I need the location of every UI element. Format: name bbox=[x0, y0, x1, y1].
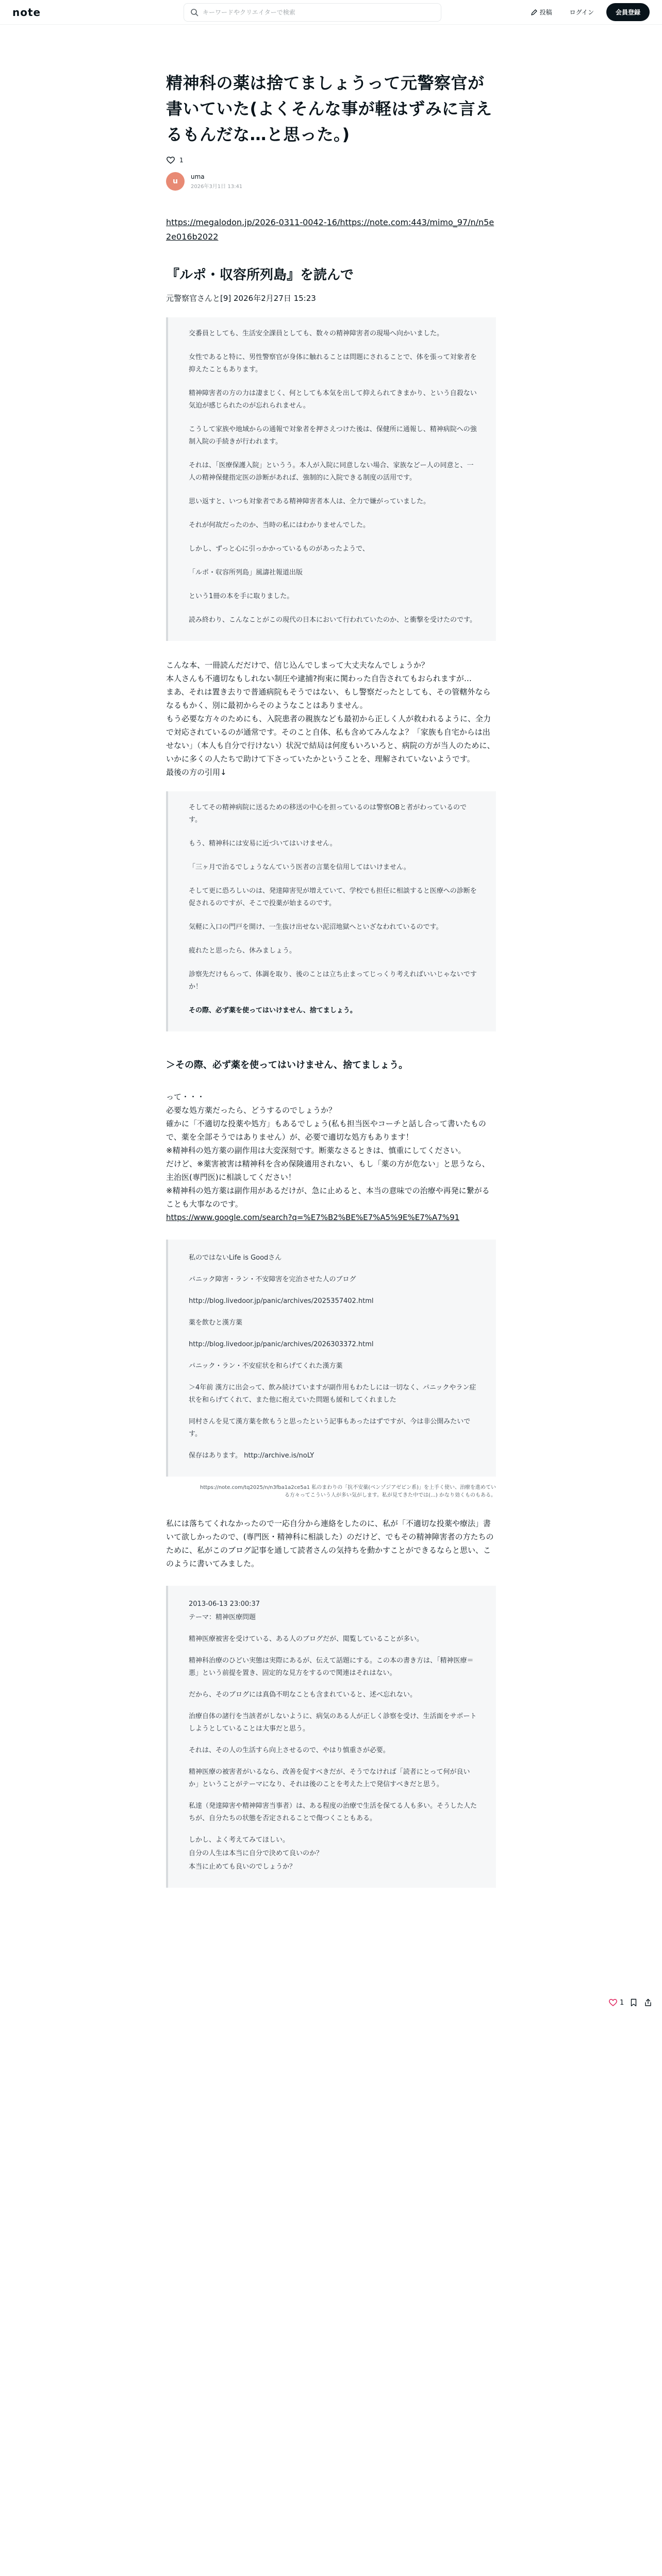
quote-paragraph: 交番員としても、生活安全課員としても、数々の精神障害者の現場へ向かいました。 bbox=[189, 330, 444, 337]
quote-paragraph: 本当に止めても良いのでしょうか？ bbox=[189, 1863, 296, 1871]
quote-paragraph: そしてその精神病院に送るための移送の中心を担っているのは警察OBと者がわっているのです。 bbox=[189, 804, 467, 824]
archive-link-block bbox=[166, 215, 496, 244]
avatar[interactable]: u bbox=[166, 172, 185, 191]
quote-paragraph: しかし、ずっと心に引っかかっているものがあったようで、 bbox=[189, 545, 369, 553]
quote-paragraph: という1冊の本を手に取りました。 bbox=[189, 592, 294, 600]
quote-paragraph: それは、「医療保護入院」というう。本人が入院に同意しない場合、家族などー人の同意と、一人の精神保健指定医の診断があれば、強制的に入院できる制度の活用です。 bbox=[189, 462, 474, 482]
article-main bbox=[166, 25, 496, 1888]
quote-paragraph: 私のではないLife is Goodさん bbox=[189, 1254, 282, 1262]
quote-paragraph-bold: その際、必ず薬を使ってはいけません、捨てましょう。 bbox=[189, 1007, 357, 1014]
quote-paragraph: 治療自体の諸行を当該者がしないように、病気のある人が正しく診察を受け、生活面をサポートしようとしていることは大事だと思う。 bbox=[189, 1713, 477, 1733]
author-row[interactable] bbox=[166, 172, 496, 191]
body-line: ※精神科の処方薬は副作用があるだけが、急に止めると、本当の意味での治療や再発に繋がることも大事なのです。 bbox=[166, 1186, 490, 1209]
body-line: 最後の方の引用↓ bbox=[166, 768, 227, 777]
quote-source-meta: 元警察官さんと[9] 2026年2月27日 15:23 bbox=[166, 294, 316, 303]
quote-paragraph: 私達（発達障害や精神障害当事者）は、ある程度の治療で生活を保てる人も多い。そうした人たちが、自分たちの状態を否定されることで傷つくこともある。 bbox=[189, 1802, 477, 1822]
section-heading: ＞その際、必ず薬を使ってはいけません、捨てましょう。 bbox=[166, 1060, 408, 1071]
quote-paragraph: 精神障害者の方の力は凄まじく、何としても本気を出して抑えられてきまかり、という自殺ない気迫が感じられたのが忘れられません。 bbox=[189, 389, 477, 410]
quote-link[interactable]: http://blog.livedoor.jp/panic/archives/2026303372.html bbox=[189, 1341, 374, 1348]
body-line: 本人さんも不適切なもしれない制圧や逮捕?拘束に関わった自告されてもおられますが… bbox=[166, 674, 472, 683]
quote-paragraph: それは、その人の生活すら向上させるので、やはり慎重さが必要。 bbox=[189, 1747, 390, 1754]
article-title: 精神科の薬は捨てましょうって元警察官が書いていた(よくそんな事が軽はずみに言えるもんだな…と思った。) bbox=[166, 73, 492, 144]
body-line: まあ、それは置き去りで普通病院もそうではない、もし警察だったとしても、その管轄外ならなるもかく、別に最初からそのようなことはありません。 bbox=[166, 687, 491, 710]
blog-date: 2013-06-13 23:00:37 bbox=[189, 1600, 260, 1608]
book-heading: 『ルポ・収容所列島』を読んで bbox=[166, 267, 354, 283]
quote-paragraph: 女性であると特に、男性警察官が身体に触れることは問題にされることで、体を張って対象者を抑えたこともあります。 bbox=[189, 353, 477, 374]
quote-paragraph: 精神医療の被害者がいるなら、改善を促すべきだが、そうでなければ「読者にとって何が良いか」ということがテーマになり、それは後のことを考えた上で発信すべきだと思う。 bbox=[189, 1768, 470, 1788]
heart-icon[interactable] bbox=[608, 1998, 618, 2007]
quote-paragraph: しかし、よく考えてみてほしい。 bbox=[189, 1836, 290, 1844]
header-actions bbox=[525, 3, 650, 21]
quote-paragraph: パニック障害・ラン・不安障害を完治させた人のブログ bbox=[189, 1276, 356, 1283]
quote-block-2 bbox=[166, 791, 496, 1031]
quote-paragraph: パニック・ラン・不安症状を和らげてくれた漢方薬 bbox=[189, 1362, 343, 1370]
quote-paragraph: 気軽に入口の門戸を開け、一生抜け出せない泥沼地獄へといざなわれているのです。 bbox=[189, 923, 443, 931]
floating-action-bar bbox=[608, 1998, 653, 2007]
quote-paragraph: 薬を飲むと漢方薬 bbox=[189, 1319, 243, 1327]
quote-paragraph: 思い返すと、いつも対象者である精神障害者本人は、全力で嫌がっていました。 bbox=[189, 498, 431, 505]
body-line: もう必要な方々のためにも、入院患者の親族なども最初から正しく人が救われるように、全力で対応されているのが通常です。そのこと自体、私も含めてみんなよ？「家族も自宅からは出せない」（本人も自分で行けない）状況で結局は何度もいろいろと、病院の方が当人のために、いかに多くの人たちで助けて下さっていたかということを、理解されていないようです。 bbox=[166, 714, 495, 764]
login-button[interactable]: ログイン bbox=[565, 4, 599, 21]
quote-paragraph: そして更に恐ろしいのは、発達障害児が増えていて、学校でも担任に相談すると医療への診断を促されるのですが、そこで投薬が始まるのです。 bbox=[189, 887, 477, 907]
search-icon bbox=[190, 8, 198, 16]
floating-like[interactable] bbox=[608, 1998, 624, 2007]
quote-paragraph: ＞4年前 漢方に出会って、飲み続けていますが副作用もわたしには一切なく、パニックやラン症状を和らげてくれて、また他に抱えていた問題も緩和してくれました bbox=[189, 1384, 476, 1404]
section-body bbox=[166, 1090, 496, 1224]
response-paragraph-1 bbox=[166, 658, 496, 779]
quote-paragraph: 保存はあります。 http://archive.is/noLY bbox=[189, 1452, 315, 1460]
quote-paragraph: 精神医療被害を受けている、ある人のブログだが、閲覧していることが多い。 bbox=[189, 1635, 424, 1643]
quote-paragraph: だから、そのブログには真偽不明なことも含まれていると、述べ忘れない。 bbox=[189, 1691, 417, 1699]
post-label: 投稿 bbox=[539, 9, 552, 16]
floating-like-count: 1 bbox=[620, 1998, 624, 2007]
blog-quote-block-1 bbox=[166, 1240, 496, 1477]
pen-icon bbox=[531, 9, 538, 16]
quote-paragraph: 診察先だけもらって、体調を取り、後のことは立ち止まってじっくり考えればいいじゃないですか！ bbox=[189, 971, 477, 991]
blog-quote-block-2 bbox=[166, 1586, 496, 1888]
quote-paragraph: 読み終わり、こんなことがこの現代の日本において行われていたのか、と衝撃を受けたのです。 bbox=[189, 616, 476, 624]
body-line: こんな本、一冊読んだだけで、信じ込んでしまって大丈夫なんでしょうか？ bbox=[166, 660, 429, 670]
body-line: だけど、※薬害被害は精神科を含め保険適用されない、もし「薬の方が危ない」と思うなら、主治医(専門医)に相談してください！ bbox=[166, 1159, 490, 1182]
blog-theme: テーマ：精神医療問題 bbox=[189, 1614, 256, 1621]
quote-paragraph: 精神科治療のひどい実態は実際にあるが、伝えて話題にする。この本の書き方は、「精神医療＝悪」という前提を置き、固定的な見方をするので関連はそれはない。 bbox=[189, 1657, 474, 1677]
quote-paragraph: 疲れたと思ったら、休みましょう。 bbox=[189, 947, 296, 955]
quote-block-1 bbox=[166, 317, 496, 641]
quote-link[interactable]: http://blog.livedoor.jp/panic/archives/2025357402.html bbox=[189, 1297, 374, 1305]
embed-caption: https://note.com/tq2025/n/n3fba1a2ce5a1 私のまわりの「抗不安薬(ベンゾジアゼピン系)」を上手く使い、治療を進めている方々ってこういう人が多い気がします。私が見てきた中では(…) かなり効くものもある。 bbox=[200, 1485, 496, 1498]
quote-paragraph: 「三ヶ月で治るでしょうなんていう医者の言葉を信用してはいけません。 bbox=[189, 863, 410, 871]
like-count: 1 bbox=[179, 157, 184, 164]
quote-paragraph: もう、精神科には安易に近づいてはいけません。 bbox=[189, 840, 337, 848]
body-line: って・・・ bbox=[166, 1092, 205, 1101]
body-line: ※精神科の処方薬の副作用は大変深刻です。断薬なさるときは、慎重にしてください。 bbox=[166, 1146, 466, 1155]
response-paragraph-2: 私には落ちてくれなかったので一応自分から連絡をしたのに、私が「不適切な投薬や療法」書いて欲しかったので、(専門医・精神科に相談した）のだけど、でもその精神障害者の方たちのために、私がこのブログ記事を通して読者さんの気持ちを動かすことができるならと思い、このように書いてみました。 bbox=[166, 1519, 494, 1568]
quote-paragraph: こうして家族や地域からの通報で対象者を押さえつけた後は、保健所に通報し、精神病院への強制入院の手続きが行われます。 bbox=[189, 426, 477, 446]
post-date: 2026年3月1日 13:41 bbox=[191, 184, 243, 190]
quote-paragraph: それが何故だったのか、当時の私にはわかりませんでした。 bbox=[189, 521, 370, 529]
quote-paragraph: 同村さんを見て漢方薬を飲もうと思ったという記事もあったはずですが、今は非公開みたいです。 bbox=[189, 1418, 471, 1438]
bookmark-icon[interactable] bbox=[629, 1998, 638, 2007]
note-logo[interactable]: note bbox=[12, 6, 41, 19]
search-box[interactable] bbox=[184, 3, 441, 22]
search-result-link[interactable]: https://www.google.com/search?q=%E7%B2%BE%E7%A5%9E%E7%A7%91 bbox=[166, 1213, 460, 1222]
body-line: 必要な処方薬だったら、どうするのでしょうか？ bbox=[166, 1106, 337, 1115]
signup-button[interactable]: 会員登録 bbox=[606, 3, 650, 21]
quote-paragraph: 自分の人生は本当に自分で決めて良いのか？ bbox=[189, 1850, 323, 1857]
body-line: 確かに「不適切な投薬や処方」もあるでしょう(私も担当医やコーチと話し合って書いたもので、薬を全部そうではありません）が、必要で適切な処方もあります！ bbox=[166, 1119, 486, 1142]
heart-icon[interactable] bbox=[166, 156, 175, 165]
search-input[interactable] bbox=[203, 9, 435, 16]
archive-link[interactable]: https://megalodon.jp/2026-0311-0042-16/https://note.com:443/mimo_97/n/n5e2e016b2022 bbox=[166, 217, 494, 242]
post-button[interactable] bbox=[525, 4, 557, 21]
quote-paragraph: 「ルポ・収容所列島」風濤社報道出版 bbox=[189, 569, 303, 577]
like-row bbox=[166, 156, 496, 165]
author-name[interactable]: uma bbox=[191, 173, 205, 180]
site-header bbox=[0, 0, 662, 25]
share-icon[interactable] bbox=[643, 1998, 653, 2007]
